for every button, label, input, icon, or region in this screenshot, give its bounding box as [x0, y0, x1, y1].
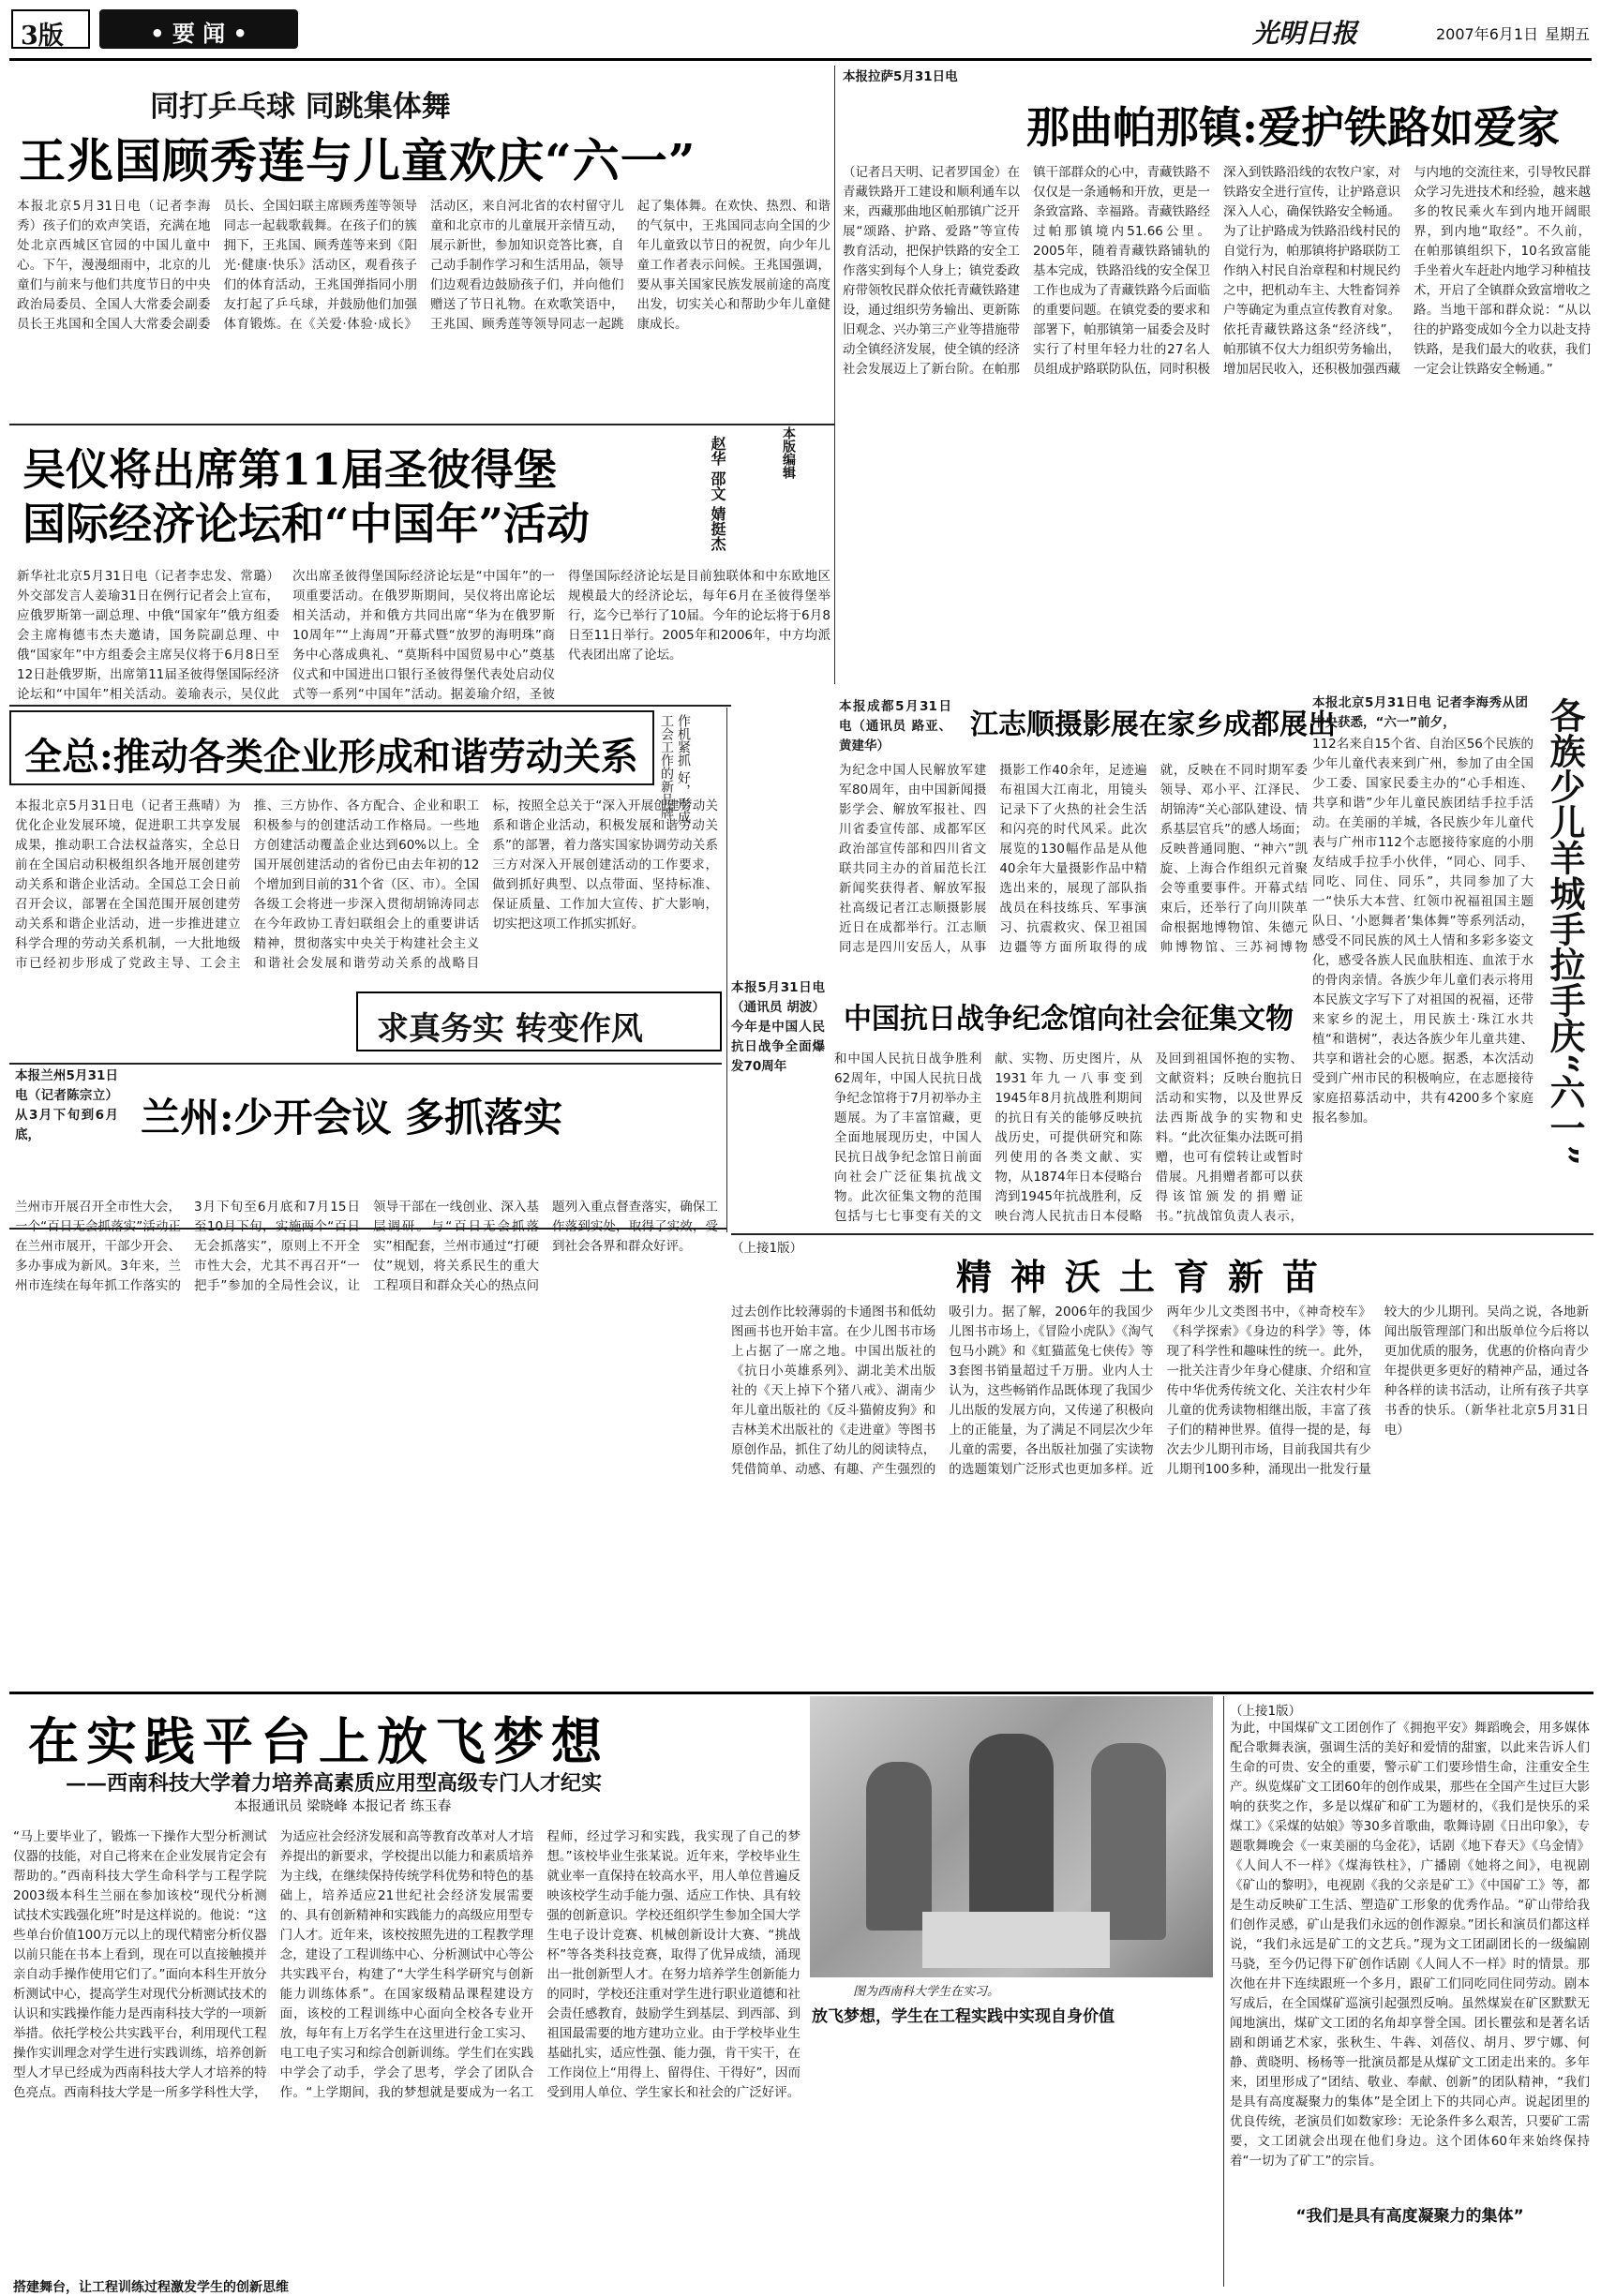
article-body: “马上要毕业了，锻炼一下操作大型分析测试仪器的技能，对自己将来在企业发展肯定会有帮助的。”西南科技大学生命科学与工程学院2003级本科生兰丽在参加该校“现代分析测试技术实践强化班”时是这样说的。他说：“这些单台价值100万元以上的现代精密分析仪器以前只能在书本上看到，现在可以直接触摸并亲自动手操作使用它们了。”面向本科生开放分析测试中心，提高学生对现代分析测试技术的认识和实践操作能力是西南科技大学的一项新举措。依托学校公共实践平台，利用现代工程操作实训理念对学生进行实践训练，培养创新型人才早已经成为西南科技大学人才培养的特色亮点。西南科技大学是一所多学科性大学，为适应社会经济发展和高等教育改革对人才培养提出的新要求，学校提出以能力和素质培养为主线，在继续保持传统学科优势和特色的基础上，培养适应21世纪社会经济发展需要的、具有创新精神和实践能力的高级应用型专门人才。近年来，该校按照先进的工程教学理念，建设了工程训练中心、分析测试中心等公共实践平台，构建了“大学生科学研究与创新能力训练体系”。在国家级精品课程建设方面，该校的工程训练中心面向全校各专业开放，每年有上万名学生在这里进行金工实习、电工电子实习和综合创新训练。学生们在实践中学会了动手，学会了思考，学会了团队合作。“上学期间，我的梦想就是要成为一名工程师，经过学习和实践，我实现了自己的梦想。”该校毕业生张某说。近年来，学校毕业生就业率一直保持在较高水平，用人单位普遍反映该校学生动手能力强、适应工作快、具有较强的创新意识。学校还组织学生参加全国大学生电子设计竞赛、机械创新设计大赛、“挑战杯”等各类科技竞赛，取得了优异成绩，涌现出一批创新型人才。在努力培养学生创新能力的同时，学校还注重对学生进行职业道德和社会责任感教育，鼓励学生到基层、到西部、到祖国最需要的地方建功立业。由于学校毕业生基础扎实，适应性强、能力强，肯干实干，在工作岗位上“用得上、留得住、干得好”，因而受到用人单位、学生家长和社会的广泛好评。: [13, 1829, 800, 2100]
article-headline: 王兆国顾秀莲与儿童欢庆“六一”: [19, 133, 696, 188]
column-divider: [834, 66, 835, 684]
photo-caption: 图为西南科大学生在实习。: [853, 1985, 1000, 1999]
article-coal-troupe: [1230, 1696, 1595, 2287]
photo-figure-center: [969, 1734, 1054, 1940]
section-rule: [9, 1063, 722, 1065]
article-jiang-zhishun: [839, 692, 1336, 973]
page-number: 3版: [21, 22, 64, 51]
article-headline: 兰州:少开会议 多抓落实: [141, 1095, 563, 1141]
article-wu-yi: [9, 426, 830, 708]
column-divider: [726, 708, 727, 1232]
dateline: （上接1版）: [731, 1241, 803, 1256]
article-subhead: “我们是具有高度凝聚力的集体”: [1295, 2207, 1524, 2226]
article-body: 本报北京5月31日电（记者李海秀）孩子们的欢声笑语，充满在地处北京西城区官园的中国儿童中心。下午，漫漫细雨中，北京的儿童们与前来与他们共度节日的中央政治局委员、全国人大常委会副委员长王兆国和全国人大常委会副委员长、全国妇联主席顾秀莲等领导同志一起载歌载舞。在孩子们的簇拥下，王兆国、顾秀莲等来到《阳光·健康·快乐》活动区，观看孩子们的体育活动，王兆国弹指同小朋友打起了乒乓球，并鼓励他们加强体育锻炼。在《关爱·体验·成长》活动区，来自河北省的农村留守儿童和北京市的儿童展开亲情互动，展示新世，参加知识竞答比赛，自己动手制作学习和生活用品，领导们边观看边鼓励孩子们，并向他们赠送了节日礼物。在欢歌笑语中，王兆国、顾秀莲等领导同志一起跳起了集体舞。在欢快、热烈、和谐的气氛中，王兆国同志向全国的少年儿童致以节日的祝贺，向少年儿童工作者表示问候。王兆国强调，要从事关国家民族发展前途的高度出发，切实关心和帮助少年儿童健康成长。: [17, 199, 830, 332]
photo-equipment: [922, 1912, 1110, 1968]
dateline: 本报兰州5月31日电（记者陈宗立）从3月下旬到6月底，: [15, 1068, 118, 1142]
article-wang-zhaoguo: [9, 66, 830, 422]
dateline: 本报5月31日电（通讯员 胡波）今年是中国人民抗日战争全面爆发70周年: [731, 980, 825, 1074]
issue-weekday: 星期五: [1545, 25, 1591, 43]
article-spiritual-soil: [731, 1237, 1594, 1677]
dateline: 本报拉萨5月31日电: [843, 69, 958, 84]
article-subhead-1: 搭建舞台，让工程训练过程激发学生的创新思维: [13, 2280, 289, 2295]
page-number-box: [11, 9, 90, 49]
article-byline: 本报通讯员 梁晓峰 本报记者 练玉春: [234, 1799, 452, 1814]
article-body: 兰州市开展召开全市性大会，一个“百日无会抓落实”活动正在兰州市展开，干部少开会、多办事成为新风。3年来，兰州市连续在每年抓工作落实的3月下旬至6月底和7月15日至10月下旬，实施两个“百日无会抓落实”，原则上不开全市性大会，尤其不再召开“一把手”参加的全局性会议，让领导干部在一线创业、深入基层调研。与“百日无会抓落实”相配套，兰州市通过“打硬仗”规划，将关系民生的重大工程项目和群众关心的热点问题列入重点督查落实，确保工作落到实处，取得了实效，受到社会各界和群众好评。: [15, 1200, 718, 1293]
article-body-right: [812, 2056, 1215, 2281]
article-all-china-federation: [9, 710, 722, 1057]
article-deck: 作机紧抓 好，形成工会工作的新品牌: [659, 714, 691, 824]
banner-text: 求真务实 转变作风: [377, 1010, 643, 1048]
section-label: • 要 闻 •: [150, 21, 247, 47]
article-body: 本报北京5月31日电（记者王燕晴）为优化企业发展环境，促进职工共享发展成果，推动职工合法权益落实，全总日前在全国启动积极组织各地开展创建劳动关系和谐企业活动。全国总工会日前召开会议，部署在全国范围开展创建劳动关系和谐企业活动，进一步推进建立科学合理的劳动关系机制，一大批地级市已经初步形成了党政主导、工会主推、三方协作、各方配合、企业和职工积极参与的创建活动工作格局。一些地方创建活动覆盖企业达到60%以上。全国开展创建活动的省份已由去年初的12个增加到目前的31个省（区、市）。全国各级工会将进一步深入贯彻胡锦涛同志在今年政协工青妇联组会上的重要讲话精神，贯彻落实中央关于构建社会主义和谐社会发展和谐劳动关系的战略目标，按照全总关于“深入开展创建劳动关系和谐企业活动，积极发展和谐劳动关系”的部署，着力落实国家协调劳动关系三方对深入开展创建活动的工作要求，做到抓好典型、以点带面、坚持标准、保证质量、工作加大宣传、扩大影响，切实把这项工作抓实抓好。: [15, 798, 718, 971]
article-headline: 精神沃土育新苗: [956, 1256, 1338, 1298]
article-headline-line2: 国际经济论坛和“中国年”活动: [22, 499, 590, 549]
article-body: 112名来自15个省、自治区56个民族的少年儿童代表来到广州，参加了由全国少工委、国家民委主办的“心手相连、共享和谐”少年儿童民族团结手拉手活动。在美丽的羊城，各民族少年儿童代表与广州市112个志愿接待家庭的小朋友结成手拉手小伙伴，“同心、同手、同吃、同住、同乐”，共同参加了大一“快乐大本营、红领巾祝福祖国主题队日、‘小愿舞者’集体舞”等系列活动，感受不同民族的风土人情和多彩多姿文化，感受各族人民血肤相连、血浓于水的骨肉亲情。各族少年儿童们表示将用本民族文字写下了对祖国的祝福，还带来家乡的泥土，用民族土·珠江水共植“和谐树”，表达各族少年儿童共建、共享和谐社会的心愿。据悉，本次活动受到广州市民的积极响应，在志愿接待家庭招募活动中，共有4200多个家庭报名参加。: [1312, 737, 1534, 1126]
article-lanzhou: [9, 1066, 722, 1413]
section-rule: [9, 1228, 726, 1230]
photo-figure-left: [866, 1762, 932, 1931]
article-headline: 那曲帕那镇:爱护铁路如爱家: [1026, 102, 1560, 153]
article-kicker: 同打乒乓球 同跳集体舞: [150, 90, 451, 124]
paper-name: 光明日报: [1252, 18, 1358, 49]
article-headline: 各族少儿羊城手拉手庆“六一”: [1544, 697, 1586, 1166]
article-photo: [810, 1696, 1213, 1977]
article-body-col1: [13, 1827, 800, 2281]
article-headline: 中国抗日战争纪念馆向社会征集文物: [844, 1003, 1294, 1036]
masthead: [0, 0, 1601, 62]
article-body: 过去创作比较薄弱的卡通图书和低幼图画书也开始丰富。在少儿图书市场上占据了一席之地。中国出版社的《抗日小英雄系列》、湖北美术出版社的《天上掉下个猪八戒》、湖南少年儿童出版社的《反斗猫俯皮狗》和吉林美术出版社的《走进童》等图书原创作品，抓住了幼儿的阅读特点，凭借简单、动感、有趣、产生强烈的吸引力。据了解，2006年的我国少儿图书市场上，《冒险小虎队》《淘气包马小跳》和《虹猫蓝兔七侠传》等3套图书销量超过千万册。业内人士认为，这些畅销作品既体现了我国少儿出版的发展方向，又传递了积极向上的正能量，为了满足不同层次少年儿童的需要，各出版社加强了实读物的选题策划广泛形式也更加多样。近两年少儿文类图书中，《神奇校车》《科学探索》《身边的科学》等，体现了科学性和趣味性的统一。此外，一批关注青少年身心健康、介绍和宣传中华优秀传统文化、关注农村少年儿童的优秀读物相继出版，丰富了孩子们的精神世界。值得一提的是，每次去少儿期刊市场，目前我国共有少儿期刊100多种，涌现出一批发行量较大的少儿期刊。吴尚之说，各地新闻出版管理部门和出版单位今后将以更加优质的服务，优惠的价格向青少年提供更多更好的精神产品，通过各种各样的读书活动，让所有孩子共享书香的快乐。（新华社北京5月31日电）: [731, 1305, 1589, 1477]
article-naqu-pana: [839, 66, 1594, 693]
article-body: 为纪念中国人民解放军建军80周年，由中国新闻摄影学会、解放军报社、四川省委宣传部、成都军区政治部宣传部和四川省文联共同主办的首届范长江新闻奖获得者、解放军报社高级记者江志顺摄影展近日在成都举行。江志顺同志是四川安岳人，从事摄影工作40余年，足迹遍布祖国大江南北，用镜头记录下了火热的社会生活和闪亮的时代风采。此次展览的130幅作品是从他40余年大量摄影作品中精选出来的，展现了部队指战员在科技练兵、军事演习、抗震救灾、保卫祖国边疆等方面所取得的成就，反映在不同时期军委领导、邓小平、江泽民、胡锦涛“关心部队建设、情系基层官兵”的感人场面；反映普通同胞、“神六”凯旋、上海合作组织元首聚会等重要事件。开幕式结束后，还举行了向川陕革命根据地博物馆、朱德元帅博物馆、三苏祠博物: [839, 763, 1308, 955]
section-rule: [9, 1692, 1594, 1694]
issue-date: 2007年6月1日: [1436, 25, 1539, 43]
article-body: 新华社北京5月31日电（记者李忠发、常璐）外交部发言人姜瑜31日在例行记者会上宣布，应俄罗斯第一副总理、中俄“国家年”俄方组委会主席梅德韦杰夫邀请，国务院副总理、中俄“国家年”中方组委会主席吴仪将于6月8日至12日赴俄罗斯，出席第11届圣彼得堡国际经济论坛和“中国年”相关活动。姜瑜表示，吴仪此次出席圣彼得堡国际经济论坛是“中国年”的一项重要活动。在俄罗斯期间，吴仪将出席论坛相关活动，并和俄方共同出席“华为在俄罗斯10周年”“上海周”开幕式暨“放罗的海明珠”商务中心落成典礼、“莫斯科中国贸易中心”奠基仪式和中国进出口银行圣彼得堡代表处启动仪式等一系列“中国年”活动。据姜瑜介绍，圣彼得堡国际经济论坛是目前独联体和中东欧地区规模最大的经济论坛，每年6月在圣彼得堡举行，迄今已举行了10届。今年的论坛将于6月8日至11日举行。2005年和2006年，中方均派代表团出席了论坛。: [17, 569, 830, 702]
section-label-box: [99, 9, 298, 49]
article-southwest-university: [9, 1696, 1219, 2295]
editors-names: 赵华 邵文 婧挺杰: [709, 436, 726, 552]
banner-box: [356, 991, 722, 1051]
article-body: 为此，中国煤矿文工团创作了《拥抱平安》舞蹈晚会，用多媒体配合歌舞表演，强调生活的美好和爱情的甜蜜，以此来告诉人们生命的可贵、安全的重要，警示矿工们要珍惜生命，注重安全生产。纵览煤矿文工团60年的创作成果，那些在全国产生过巨大影响的获奖之作，多是以煤矿和矿工为题材的，《我们是快乐的采煤工》《采煤的姑娘》等30多首歌曲，歌舞诗剧《日出印象》，专题歌舞晚会《一束美丽的乌金花》，话剧《地下春天》《乌金情》《人间人不一样》《煤海铁柱》，广播剧《她将之间》，电视剧《矿山的黎明》，电视剧《我的父亲是矿工》《中国矿工》等，都是生动反映矿工生活、塑造矿工形象的优秀作品。“矿山带给我们创作灵感，矿山是我们永远的创作源泉。”团长和演员们都这样说，“我们永远是矿工的文艺兵。”现为文工团副团长的一级编剧马骁，至今仍记得下矿创作话剧《人间人不一样》时的情景。那次他在井下连续跟班一个多月，跟矿工们同吃同住同劳动。剧本写成后，在全国煤矿巡演引起强烈反响。虽然煤炭在矿区默默无闻地演出，煤矿文工团的名角却享誉全国。团长瞿弦和是著名话剧和朗诵艺术家，张秋生、牛犇、刘蓓仪、胡月、罗宁娜、何静、黄晓明、杨杨等一批演员都是从煤矿文工团走出来的。多年来，团里形成了“团结、敬业、奉献、创新”的团队精神，“我们是具有高度凝聚力的集体”是全团上下的共同心声。说起团里的优良传统，老演员们如数家珍：无论条件多么艰苦，只要矿工需要，文工团就会出现在他们身边。这个团体60年来始终保持着“一切为了矿工”的宗旨。: [1230, 1721, 1590, 2169]
section-rule: [9, 424, 834, 425]
article-anti-japanese-museum: [731, 973, 1308, 1245]
article-guangzhou-children: [1312, 693, 1594, 1181]
article-body: （记者吕天明、记者罗国金）在青藏铁路开工建设和顺利通车以来，西藏那曲地区帕那镇广泛开展“颂路、护路、爱路”等宣传教育活动，把保护铁路的安全工作落实到每个人身上；镇党委政府带领牧民群众依托青藏铁路建设，通过组织劳务输出、更新陈旧观念、兴办第三产业等措施带动全镇经济发展，使全镇的经济社会发展迈上了新台阶。在帕那镇干部群众的心中，青藏铁路不仅仅是一条通畅和开放，更是一条致富路、幸福路。青藏铁路经过帕那镇境内51.66公里。2005年，随着青藏铁路铺轨的基本完成，铁路沿线的安全保卫工作也成为了青藏铁路今后面临的重要问题。在镇党委的要求和部署下，帕那镇第一届委会及时实行了村里年轻力壮的27名人员组成护路联防队伍，同时积极深入到铁路沿线的农牧户家，对铁路安全进行宣传，让护路意识深入人心，确保铁路安全畅通。为了让护路成为铁路沿线村民的自觉行为，帕那镇将护路联防工作纳入村民自治章程和村规民约之中，把机动车主、大牲畜饲养户等确定为重点宣传教育对象。依托青藏铁路这条“经济线”，帕那镇不仅大力组织劳务输出，增加居民收入，还积极加强西藏与内地的交流往来，引导牧民群众学习先进技术和经验，越来越多的牧民乘火车到内地开阔眼界，到内地“取经”。不久前，在帕那镇组织下，10名致富能手坐着火车赶赴内地学习种植技术，开启了全镇群众致富增收之路。当地干部和群众说：“从以往的护路变成如今全力以赴支持铁路，是我们最大的收获，我们一定会让铁路安全畅通。”: [843, 165, 1591, 377]
article-headline: 在实践平台上放飞梦想: [28, 1711, 609, 1771]
article-body: 和中国人民抗日战争胜利62周年，中国人民抗日战争纪念馆将于7月初举办主题展。为了丰富馆藏，更全面地展现历史，中国人民抗日战争纪念馆日前面向社会广泛征集抗战文物。此次征集文物的范围包括与七七事变有关的文献、实物、历史图片，从1931年九一八事变到1945年8月抗战胜利期间的抗日有关的能够反映抗战历史，可提供研究和陈列使用的各类文献、实物，从1874年日本侵略台湾到1945年抗战胜利，反映台湾人民抗击日本侵略及回到祖国怀抱的实物、文献资料；反映台胞抗日活动和实物，以及世界反法西斯战争的实物和史料。“此次征集办法既可捐赠，也可有偿转让或暂时借展。凡捐赠者都可以获得该馆颁发的捐赠证书。”抗战馆负责人表示，: [834, 1051, 1303, 1224]
dateline: 本报北京5月31日电 记者李海秀从团中央获悉，“六一”前夕，: [1312, 695, 1528, 730]
article-subhead-2: 放飞梦想，学生在工程实践中实现自身价值: [812, 2007, 1115, 2026]
article-headline: 江志顺摄影展在家乡成都展出: [970, 708, 1336, 741]
article-headline-line1: 吴仪将出席第11届圣彼得堡: [22, 444, 558, 495]
editors-label: 本版编辑: [781, 426, 796, 479]
dateline: 本报成都5月31日电（通讯员 路亚、黄建华）: [839, 699, 951, 753]
section-rule: [731, 1233, 1594, 1235]
photo-figure-right: [1091, 1743, 1166, 1940]
column-divider: [1223, 1696, 1224, 2287]
masthead-rule: [9, 58, 1592, 61]
section-rule: [9, 705, 731, 707]
article-subtitle: ——西南科技大学着力培养高素质应用型高级专门人才纪实: [66, 1771, 603, 1796]
article-headline: 全总:推动各类企业形成和谐劳动关系: [24, 735, 638, 779]
dateline: （上接1版）: [1230, 1704, 1302, 1719]
